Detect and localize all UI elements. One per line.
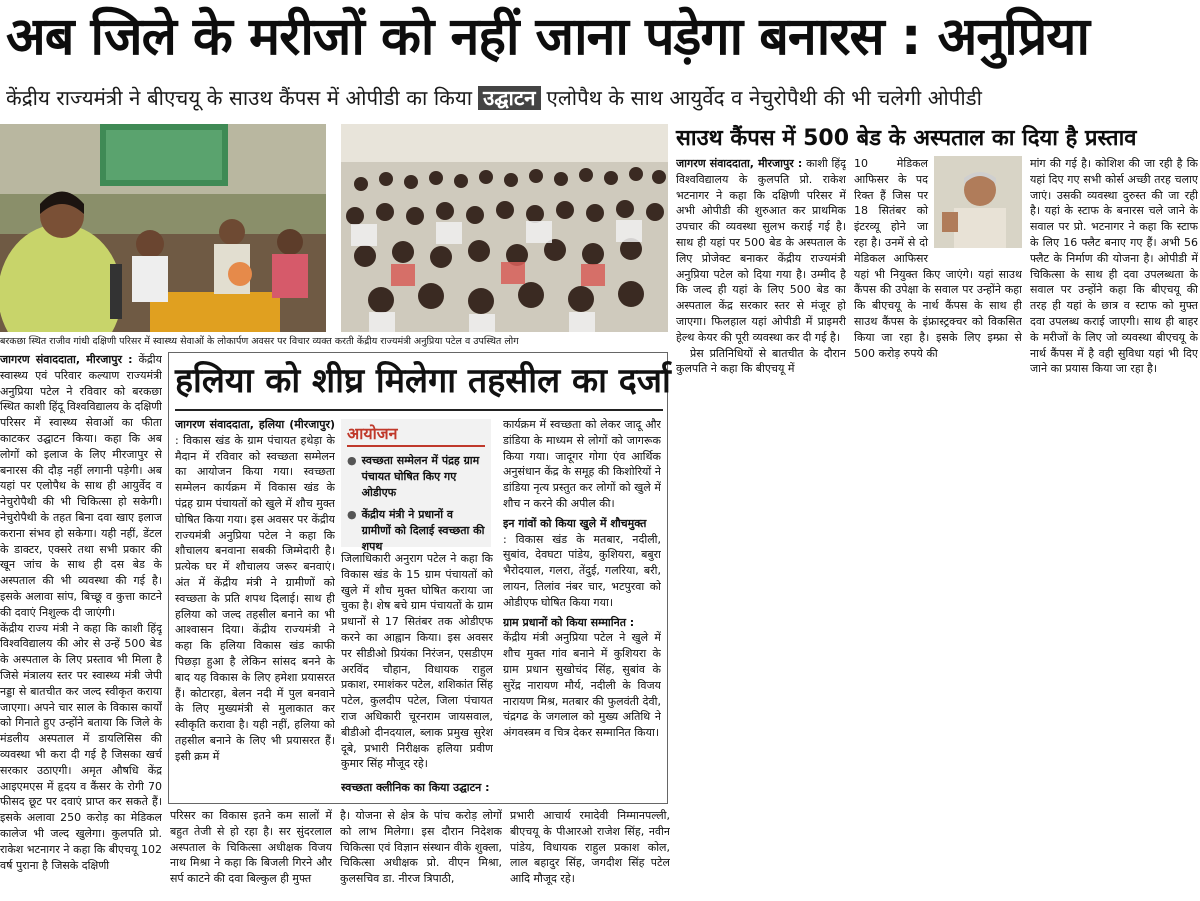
- box-column-1: [175, 417, 335, 801]
- box-col3-text3: केंद्रीय मंत्री अनुप्रिया पटेल ने खुले में शौच मुक्त गांव बनाने में कुशियरा के ग्राम प्रधान सुखोचंद सिंह, सुबांव के सुरेंद्र नारायण मौर्य, नदीली के विजय नारायण मिश्र, मतबार की फुलवंती देवी, चंद्रगढ के जगलाल को मुख्य अतिथि ने अंगवस्त्रम व चित्र देकर सम्मानित किया।: [503, 631, 661, 740]
- box-col3-text2: : विकास खंड के मतबार, नदीली, सुबांव, देवघटा पांडेय, कुशियरा, बबुरा भैरोदयाल, गलरा, तेंदुई, गलरिया, बरी, लायन, तिलांव नंबर चार, भटपुरवा को ओडीएफ घोषित किया गया।: [503, 532, 661, 609]
- box-col2-subhead: स्वच्छता क्लीनिक का किया उद्घाटन :: [341, 781, 490, 795]
- haliya-story-box: [168, 352, 671, 804]
- box-col3-subhead2: ग्राम प्रधानों को किया सम्मानित :: [503, 615, 635, 629]
- box-col3-text1: कार्यक्रम में स्वच्छता को लेकर जादू और डांडिया के माध्यम से लोगों को जागरूक किया गया। जादूगर गोगा एंव आर्थिक अनुसंधान केंद्र के समूह की किशोरियों ने डांडिया नृत्य प्रस्तुत कर लोगों को खुले में शौच न करने की अपील की।: [503, 418, 661, 510]
- headline: अब जिले के मरीजों को नहीं जाना पड़ेगा बनारस : अनुप्रिया: [6, 7, 1089, 67]
- right-column-3: मांग की गई है। कोशिश की जा रही है कि यहां दिए गए सभी कोर्स अच्छी तरह चलाए जाएं। उसकी व्यवस्था दुरुस्त की जा रही है। यहां के स्टाफ के बनारस चले जाने के सवाल पर प्रो. भटनागर ने कहा कि स्टाफ के लिए 16 फ्लैट बनाए गए हैं। अभी 56 फ्लैट के निर्माण की योजना है। ओपीडी में चिकित्सा के साथ ही दवा उपलब्धता के सवाल पर उन्होंने कहा कि बीएचयू की तरह ही यहां के छात्र व स्टाफ को मुफ्त दवा उपलब्ध कराई जाएगी। साथ ही बाहर के मरीजों के लिए जो व्यवस्था बीएचयू के नार्थ कैंपस में है वही सुविधा यहां भी दिए जाने का प्रयास किया जा रहा है।: [1030, 157, 1198, 376]
- right-column-1: [676, 156, 846, 406]
- aayojan-sidebar: [341, 419, 491, 553]
- box-col3-subhead1: इन गांवों को किया खुले में शौचमुक्त: [503, 516, 647, 530]
- box-column-2: [341, 551, 493, 801]
- sidebar-item-text: स्वच्छता सम्मेलन में पंद्रह ग्राम पंचायत घोषित किए गए ओडीएफ: [361, 454, 480, 499]
- left-byline: जागरण संवाददाता, मीरजापुर :: [0, 353, 133, 366]
- speaker-photo: [0, 124, 326, 332]
- subdeck-right: एलोपैथ के साथ आयुर्वेद व नेचुरोपैथी की भी चलेगी ओपीडी: [546, 86, 982, 110]
- box-col1-text: : विकास खंड के ग्राम पंचायत हथेड़ा के मैदान में रविवार को स्वच्छता सम्मेलन का आयोजन किया गया। स्वच्छता सम्मेलन कार्यक्रम में विकास खंड के पंद्रह ग्राम पंचायतों को खुले में शौच मुक्त घोषित किया गया। इस अवसर पर केंद्रीय राज्यमंत्री अनुप्रिया पटेल ने कहा कि शौचालय बनवाना सबकी जिम्मेदारी है। प्रत्येक घर में शौचालय जरूर बनवाएं। अंत में केंद्रीय मंत्री ने ग्रामीणों को स्वच्छता के प्रति शपथ दिलाई। साथ ही हलिया को जल्द तहसील बनाने का भी आश्वासन दिया। केंद्रीय राज्यमंत्री ने कहा कि हलिया विकास खंड काफी पिछड़ा हुआ है लेकिन सांसद बनने के बाद यह विकास के लिए हमेशा प्रयासरत हैं। कोटारहा, बेलन नदी में पुल बनवाने के लिए मुख्यमंत्री से मुलाकात कर स्वीकृति करावा है। यही नहीं, हलिया को तहसील बनाने के लिए भी प्रयासरत हैं। इसी क्रम में: [175, 433, 335, 763]
- box-title: हलिया को शीघ्र मिलेगा तहसील का दर्जा: [175, 361, 671, 401]
- sidebar-item-text: केंद्रीय मंत्री ने प्रधानों व ग्रामीणों को दिलाई स्वच्छता की शपथ: [361, 508, 485, 553]
- right-column-2: [854, 156, 1022, 406]
- box-col2-text: जिलाधिकारी अनुराग पटेल ने कहा कि विकास खंड के 15 ग्राम पंचायतों को खुले में शौच मुक्त घोषित कराया जा चुका है। शेष बचे ग्राम पंचायतों के ग्राम प्रधानों से 17 सितंबर तक ओडीएफ करने का आह्वान किया। इस अवसर पर सीडीओ प्रियंका निरंजन, एसडीएम अरविंद चौहान, विधायक राहुल प्रकाश, रमाशंकर पटेल, शशिकांत सिंह पटेल, कुलदीप पटेल, जिला पंचायत राज अधिकारी चूरनराम जायसवाल, बीडीओ दीनदयाल, ब्लाक प्रमुख सुरेश दूबे, प्रभारी निरीक्षक हलिया प्रवीण कुमार सिंह मौजूद रहे।: [341, 552, 493, 771]
- subdeck-left: केंद्रीय राज्यमंत्री ने बीएचयू के साउथ कैंपस में ओपीडी का किया: [6, 86, 473, 110]
- box-column-3: [503, 417, 661, 801]
- right-col1-text: काशी हिंदू विश्वविद्यालय के कुलपति प्रो. राकेश भटनागर ने कहा कि दक्षिणी परिसर में अभी ओपीडी की शुरुआत कर प्राथमिक उपचार की व्यवस्था सुलभ कराई गई है। साथ ही यहां पर 500 बेड के अस्पताल के लिए प्रोजेक्ट बनाकर केंद्रीय राज्यमंत्री अनुप्रिया पटेल को दिया गया है। उम्मीद है कि जल्द ही यहां के लिए 500 बेड का अस्पताल केंद्र सरकार स्तर से मंजूर हो जाएगा। फिलहाल यहां ओपीडी में प्राइमरी हेल्थ केयर की पूरी व्यवस्था कर दी गई है।: [676, 157, 846, 344]
- right-col1-p1: [676, 156, 846, 346]
- professor-photo: [934, 156, 1022, 248]
- right-col1-p2: प्रेस प्रतिनिधियों से बातचीत के दौरान कुलपति ने कहा कि बीएचयू में: [676, 346, 846, 376]
- left-column-p2: केंद्रीय राज्य मंत्री ने कहा कि काशी हिंदू विश्वविद्यालय की ओर से उन्हें 500 बेड के अस्पताल के लिए प्रस्ताव भी मिला है जिसे मंत्रालय स्तर पर स्वास्थ्य मंत्री जेपी नड्डा से बातचीत कर जल्द स्वीकृत कराया जाएगा। अपने चार साल के विकास कार्यों को गिनाते हुए उन्होंने बताया कि जिले के मंडलीय अस्पताल में डायलिसिस की व्यवस्था भी करा दी गई है जिसका खर्च सरकार उठाएगी। अमृत औषधि केंद्र आइएमएस में हृदय व कैंसर के रोगी 70 फीसद छूट पर दवाएं प्राप्त कर सकते हैं। इसके अलावा 250 करोड़ का मेडिकल कालेज भी जल्द खुलेगा। कुलपति प्रो. राकेश भटनागर ने कहा कि बीएचयू 102 वर्ष पुराना है जिसके दक्षिणी: [0, 621, 162, 872]
- right-col2-text: 10 मेडिकल आफिसर के पद रिक्त हैं जिस पर 18 सितंबर को इंटरव्यू होने जा रहा है। उनमें से दो मेडिकल आफिसर यहां भी नियुक्त किए जाएंगे। यहां साउथ कैंपस की उपेक्षा के सवाल पर उन्होंने कहा कि बीएचयू के नार्थ कैंपस के साथ ही साउथ कैंपस के इंफ्रास्ट्रक्चर को विकसित किया जा रहा है। इसके लिए इम्फ्रा से 500 करोड़ रुपये की: [854, 157, 1022, 360]
- audience-photo: [341, 124, 668, 332]
- subdeck: [6, 80, 1196, 116]
- box-byline: जागरण संवाददाता, हलिया (मीरजापुर): [175, 418, 335, 431]
- bullet-icon: ●: [347, 508, 357, 521]
- subdeck-badge: उद्घाटन: [478, 86, 540, 110]
- left-column: [0, 352, 162, 900]
- left-text-1: केंद्रीय स्वास्थ्य एवं परिवार कल्याण राज्यमंत्री अनुप्रिया पटेल ने रविवार को बरकछा स्थित काशी हिंदू विश्वविद्यालय के दक्षिणी परिसर में स्वास्थ्य सेवाओं का फीता काटकर उद्घाटन किया। कहा कि अब लोगों को इलाज के लिए मीरजापुर से बनारस की दौड़ नहीं लगानी पड़ेगी। अब यहां पर एलोपैथ के साथ ही आयुर्वेद व नेचुरोपैथी की भी चिकित्सा हो सकेगी। नेचुरोपैथी के तहत बिना दवा खाए इलाज कराना संभव हो सकेगा। यही नहीं, डेंटल के डाक्टर, एक्सरे तथा सभी प्रकार की खून जांच के साथ ही दस बेड के अस्पताल की भी व्यवस्था की गई है। इसके अलावा सांप, बिच्छू व कुत्ता काटने की दवाएं निशुल्क दी जाएंगी।: [0, 353, 162, 619]
- sidebar-rule: [347, 445, 485, 447]
- right-byline: जागरण संवाददाता, मीरजापुर :: [676, 157, 803, 170]
- bottom-column-3: प्रभारी आचार्य रमादेवी निम्मानपल्ली, बीएचयू के पीआरओ राजेश सिंह, नवीन पांडेय, विधायक राहुल प्रकाश कोल, लाल बहादुर सिंह, जगदीश सिंह पटेल आदि मौजूद रहे।: [510, 809, 670, 886]
- box-title-rule: [175, 409, 663, 411]
- sidebar-item: [347, 507, 485, 555]
- left-column-p1: [0, 352, 162, 621]
- right-story-title: साउथ कैंपस में 500 बेड के अस्पताल का दिया है प्रस्ताव: [676, 126, 1137, 151]
- sidebar-title: आयोजन: [347, 424, 398, 443]
- photo-caption: बरकछा स्थित राजीव गांधी दक्षिणी परिसर में स्वास्थ्य सेवाओं के लोकार्पण अवसर पर विचार व्यक्त करती केंद्रीय राज्यमंत्री अनुप्रिया पटेल व उपस्थित लोग: [0, 336, 519, 347]
- bottom-column-1: परिसर का विकास इतने कम सालों में बहुत तेजी से हो रहा है। सर सुंदरलाल अस्पताल के चिकित्सा अधीक्षक विजय नाथ मिश्रा ने कहा कि बिजली गिरने और सर्प काटने की दवा बिल्कुल ही मुफ्त: [170, 809, 332, 886]
- sidebar-item: [347, 453, 485, 501]
- bullet-icon: ●: [347, 454, 357, 467]
- bottom-column-2: है। योजना से क्षेत्र के पांच करोड़ लोगों को लाभ मिलेगा। इस दौरान निदेशक चिकित्सा एवं विज्ञान संस्थान वीके शुक्ला, चिकित्सा अधीक्षक प्रो. वीएन मिश्रा, कुलसचिव डा. नीरज त्रिपाठी,: [340, 809, 502, 886]
